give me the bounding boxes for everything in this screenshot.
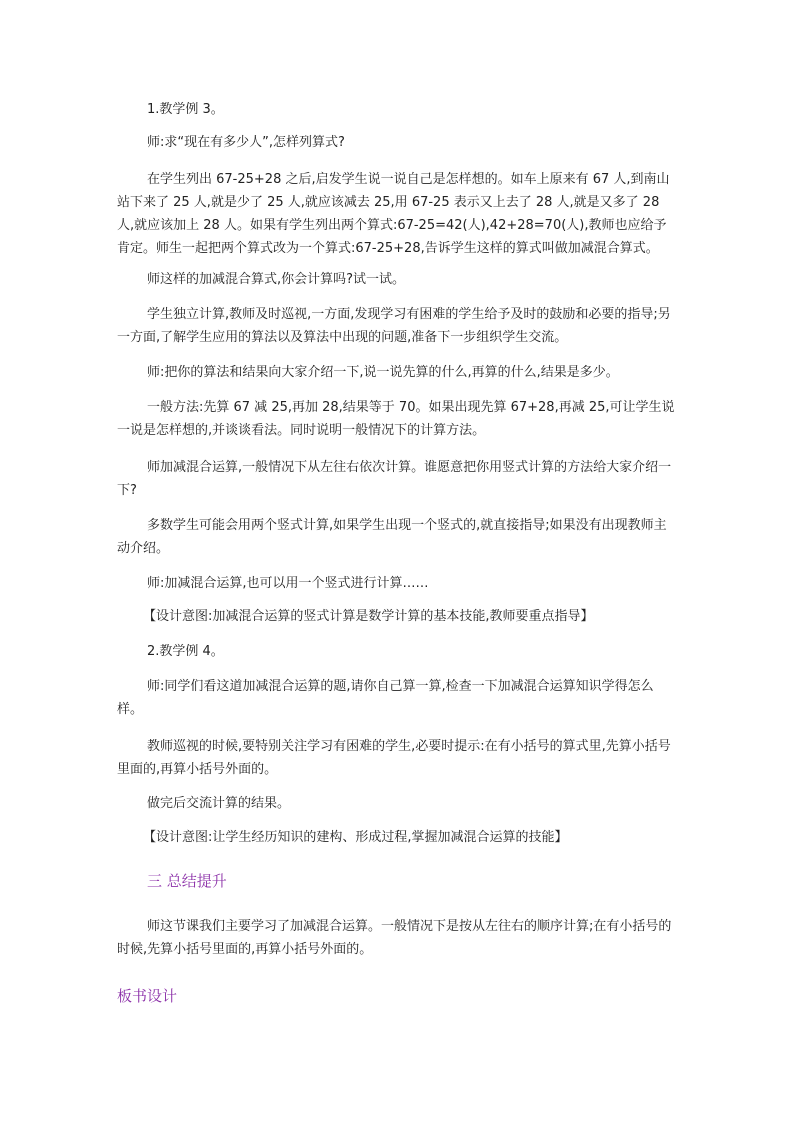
teacher-prompt-try: 师这样的加减混合算式,你会计算吗?试一试。 (147, 272, 406, 287)
example-3-heading: 1.教学例 3。 (147, 102, 224, 117)
general-method-paragraph: 一般方法:先算 67 减 25,再加 28,结果等于 70。如果出现先算 67+28,再减 25,可让学生说一说是怎样想的,并谈谈看法。同时说明一般情况下的计算方法。 (117, 400, 675, 438)
summary-paragraph: 师这节课我们主要学习了加减混合运算。一般情况下是按从左往右的顺序计算;在有小括号的时候,先算小括号里面的,再算小括号外面的。 (117, 919, 672, 957)
left-to-right-paragraph: 师加减混合运算,一般情况下从左往右依次计算。谁愿意把你用竖式计算的方法给大家介绍一下? (117, 460, 672, 498)
independent-calculation-paragraph: 学生独立计算,教师及时巡视,一方面,发现学习有困难的学生给予及时的鼓励和必要的指导;另一方面,了解学生应用的算法以及算法中出现的问题,准备下一步组织学生交流。 (117, 307, 671, 345)
board-design-title: 板书设计 (117, 987, 178, 1005)
student-explanation-paragraph: 在学生列出 67-25+28 之后,启发学生说一说自己是怎样想的。如车上原来有 67 人,到南山站下来了 25 人,就是少了 25 人,就应该减去 25,用 67-25 表示又上去了 28 人,就是又多了 28 人,就应该加上 28 人。如果有学生列出两个算式:67-25=42(人),42+28=70(人),教师也应给予肯定。师生一起把两个算式改为一个算式:67-25+28,告诉学生这样的算式叫做加减混合算式。 (117, 172, 670, 256)
vertical-form-paragraph: 多数学生可能会用两个竖式计算,如果学生出现一个竖式的,就直接指导;如果没有出现教师主动介绍。 (117, 518, 667, 556)
share-method-paragraph: 师:把你的算法和结果向大家介绍一下,说一说先算的什么,再算的什么,结果是多少。 (147, 365, 619, 380)
one-vertical-form-paragraph: 师:加减混合运算,也可以用一个竖式进行计算…… (147, 576, 429, 591)
teacher-question: 师:求“现在有多少人”,怎样列算式? (147, 135, 345, 150)
check-knowledge-paragraph: 师:同学们看这道加减混合运算的题,请你自己算一算,检查一下加减混合运算知识学得怎么样。 (117, 679, 654, 717)
design-intent-note-2: 【设计意图:让学生经历知识的建构、形成过程,掌握加减混合运算的技能】 (143, 830, 568, 845)
exchange-results-paragraph: 做完后交流计算的结果。 (147, 796, 291, 811)
section-3-title: 三 总结提升 (147, 872, 227, 890)
example-4-heading: 2.教学例 4。 (147, 644, 224, 659)
design-intent-note-1: 【设计意图:加减混合运算的竖式计算是数学计算的基本技能,教师要重点指导】 (143, 609, 594, 624)
teacher-patrol-paragraph: 教师巡视的时候,要特别关注学习有困难的学生,必要时提示:在有小括号的算式里,先算小括号里面的,再算小括号外面的。 (117, 739, 671, 777)
